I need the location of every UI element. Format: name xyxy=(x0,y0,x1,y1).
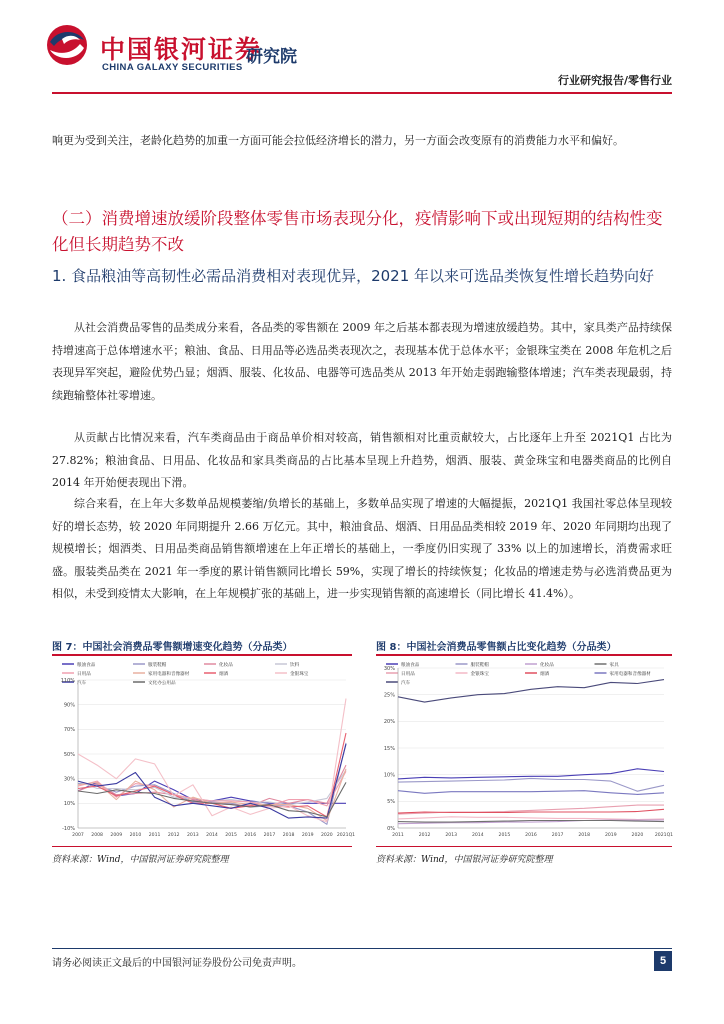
x-tick-label: 2010 xyxy=(129,833,142,838)
figure-7-source: 资料来源：Wind，中国银河证券研究院整理 xyxy=(52,855,229,865)
legend-label: 文化办公用品 xyxy=(148,681,176,687)
legend-label: 粮油食品 xyxy=(77,663,96,669)
legend-label: 家用电器和音像器材 xyxy=(609,672,651,678)
x-tick-label: 2013 xyxy=(187,833,199,838)
series-line-1 xyxy=(398,769,664,779)
x-tick-label: 2011 xyxy=(148,833,161,838)
intro-paragraph: 响更为受到关注，老龄化趋势的加重一方面可能会拉低经济增长的潜力，另一方面会改变原有的消费能力水平和偏好。 xyxy=(52,134,624,147)
legend-entry xyxy=(275,670,309,677)
y-tick-label: 20% xyxy=(383,719,395,726)
page-header xyxy=(0,0,724,96)
legend-label: 金银珠宝 xyxy=(470,672,489,678)
y-tick-label: 110% xyxy=(60,677,75,684)
x-tick-label: 2018 xyxy=(282,833,295,838)
legend-entry xyxy=(525,661,554,668)
legend-entry xyxy=(456,670,490,677)
x-tick-label: 2013 xyxy=(445,833,458,838)
x-tick-label: 2008 xyxy=(91,833,103,838)
y-tick-label: 30% xyxy=(383,665,395,672)
galaxy-logo-icon xyxy=(44,22,90,68)
legend-label: 日用品 xyxy=(401,672,415,678)
y-tick-label: 90% xyxy=(63,702,75,709)
legend-label: 烟酒 xyxy=(219,672,229,678)
x-tick-label: 2016 xyxy=(244,833,257,838)
y-tick-label: 15% xyxy=(383,745,395,752)
x-tick-label: 2020 xyxy=(631,833,644,838)
report-category: 行业研究报告/零售行业 xyxy=(557,74,672,87)
legend-entry xyxy=(275,661,300,668)
x-tick-label: 2014 xyxy=(206,833,218,838)
figure-7-title: 图 7：中国社会消费品零售额增速变化趋势（分品类） xyxy=(52,642,293,653)
x-tick-label: 2012 xyxy=(167,833,180,838)
legend-label: 饮料 xyxy=(290,663,300,669)
x-tick-label: 2019 xyxy=(301,833,314,838)
y-tick-label: 25% xyxy=(383,692,395,699)
legend-entry xyxy=(62,661,96,668)
brand-name-en: CHINA GALAXY SECURITIES xyxy=(102,62,243,73)
footer-divider xyxy=(52,948,672,949)
share-line-chart xyxy=(376,658,672,844)
legend-label: 家具 xyxy=(609,663,619,669)
y-tick-label: 10% xyxy=(63,801,75,808)
paragraph-1: 从社会消费品零售的品类成分来看，各品类的零售额在 2009 年之后基本都表现为增速放缓趋势。其中，家具类产品持续保持增速高于总体增速水平；粮油、食品、日用品等必选品类表现次之，表现基本优于总体水平；金银珠宝类在 2008 年危机之后表现异军突起，避险优势凸显；烟酒、服装、化妆品、电器等可选品类从 2013 年开始走弱跑输整体增速；汽车类表现最弱，持续跑输整体社零增速。 xyxy=(52,321,672,402)
header-divider xyxy=(52,92,672,94)
legend-label: 烟酒 xyxy=(540,672,550,678)
figure-8-bottom-rule xyxy=(376,846,672,847)
figure-8-top-rule xyxy=(376,654,672,656)
figure-7-bottom-rule xyxy=(52,846,352,847)
paragraph-2: 从贡献占比情况来看，汽车类商品由于商品单价相对较高，销售额相对比重贡献较大，占比逐年上升至 2021Q1 占比为 27.82%；粮油食品、日用品、化妆品和家具类商品的占比基本呈现上升趋势，烟酒、服装、黄金珠宝和电器类商品的比例自 2014 年开始便表现出下滑。 xyxy=(52,431,672,489)
paragraph-3: 综合来看，在上年大多数单品规模萎缩/负增长的基础上，多数单品实现了增速的大幅提振，2021Q1 我国社零总体呈现较好的增长态势，较 2020 年同期提升 2.66 万亿元。其中，粮油食品、烟酒、日用品品类相较 2019 年、2020 年同期均出现了规模增长；烟酒类、日用品类商品销售额增速在上年正增长的基础上，一季度仍旧实现了 33% 以上的加速增长，消费需求旺盛。服装类品类在 2021 年一季度的累计销售额同比增长 59%，实现了增长的持续恢复；化妆品的增速走势与必选消费品更为相似，未受到疫情太大影响，在上年规模扩张的基础上，进一步实现销售额的高速增长（同比增长 41.4%）。 xyxy=(52,497,672,600)
x-tick-label: 2012 xyxy=(418,833,431,838)
x-tick-label: 2009 xyxy=(110,833,123,838)
legend-label: 金银珠宝 xyxy=(290,672,309,678)
legend-entry xyxy=(62,670,91,677)
x-tick-label: 2015 xyxy=(225,833,237,838)
series-line-8 xyxy=(78,744,346,818)
figure-8-source: 资料来源：Wind，中国银河证券研究院整理 xyxy=(376,855,553,865)
legend-label: 汽车 xyxy=(401,681,411,687)
x-tick-label: 2019 xyxy=(604,833,617,838)
y-tick-label: 50% xyxy=(63,751,75,758)
legend-entry xyxy=(133,670,190,677)
legend-label: 服装鞋帽 xyxy=(470,663,489,669)
y-tick-label: 5% xyxy=(387,799,395,806)
legend-label: 日用品 xyxy=(77,672,91,678)
series-line-3 xyxy=(398,791,664,795)
x-tick-label: 2016 xyxy=(525,833,537,838)
y-tick-label: 0% xyxy=(387,825,395,832)
series-line-6 xyxy=(398,817,664,820)
legend-entry xyxy=(595,670,652,677)
legend-entry xyxy=(204,661,233,668)
disclaimer-note: 请务必阅读正文最后的中国银河证券股份公司免责声明。 xyxy=(52,958,302,969)
x-tick-label: 2018 xyxy=(578,833,591,838)
y-tick-label: 10% xyxy=(383,772,395,779)
figure-7-top-rule xyxy=(52,654,352,656)
legend-label: 服装鞋帽 xyxy=(148,663,167,669)
legend-label: 汽车 xyxy=(77,681,87,687)
legend-entry xyxy=(456,661,490,668)
legend-label: 家用电器和音像器材 xyxy=(148,672,190,678)
series-line-6 xyxy=(78,733,346,817)
brand-name-cn: 中国银河证券 xyxy=(100,35,263,64)
legend-entry xyxy=(133,661,167,668)
growth-line-chart xyxy=(52,658,356,844)
y-tick-label: 70% xyxy=(63,727,75,734)
x-tick-label: 2020 xyxy=(321,833,333,838)
brand-institute: 研究院 xyxy=(246,47,297,67)
x-tick-label: 2017 xyxy=(263,833,276,838)
sub-title: 1. 食品粮油等高韧性必需品消费相对表现优异，2021 年以来可选品类恢复性增长趋势向好 xyxy=(52,267,655,285)
y-tick-label: -10% xyxy=(62,825,75,832)
x-tick-label: 2011 xyxy=(392,833,404,838)
page-number: 5 xyxy=(654,951,672,971)
legend-label: 化妆品 xyxy=(219,663,233,669)
x-tick-label: 2021Q1 xyxy=(654,833,674,838)
section-title: （二）消费增速放缓阶段整体零售市场表现分化，疫情影响下或出现短期的结构性变化但长期趋势不改 xyxy=(52,209,663,254)
series-line-0 xyxy=(398,680,664,703)
x-tick-label: 2014 xyxy=(471,833,484,838)
x-tick-label: 2015 xyxy=(498,833,511,838)
legend-entry xyxy=(204,670,229,677)
x-tick-label: 2007 xyxy=(72,833,84,838)
legend-entry xyxy=(525,670,550,677)
series-line-2 xyxy=(398,778,664,791)
x-tick-label: 2017 xyxy=(551,833,564,838)
figure-8-title: 图 8：中国社会消费品零售额占比变化趋势（分品类） xyxy=(376,642,617,653)
y-tick-label: 30% xyxy=(63,776,75,783)
legend-label: 化妆品 xyxy=(540,663,554,669)
x-tick-label: 2021Q1 xyxy=(336,833,356,838)
legend-label: 粮油食品 xyxy=(401,663,420,669)
legend-entry xyxy=(595,661,620,668)
